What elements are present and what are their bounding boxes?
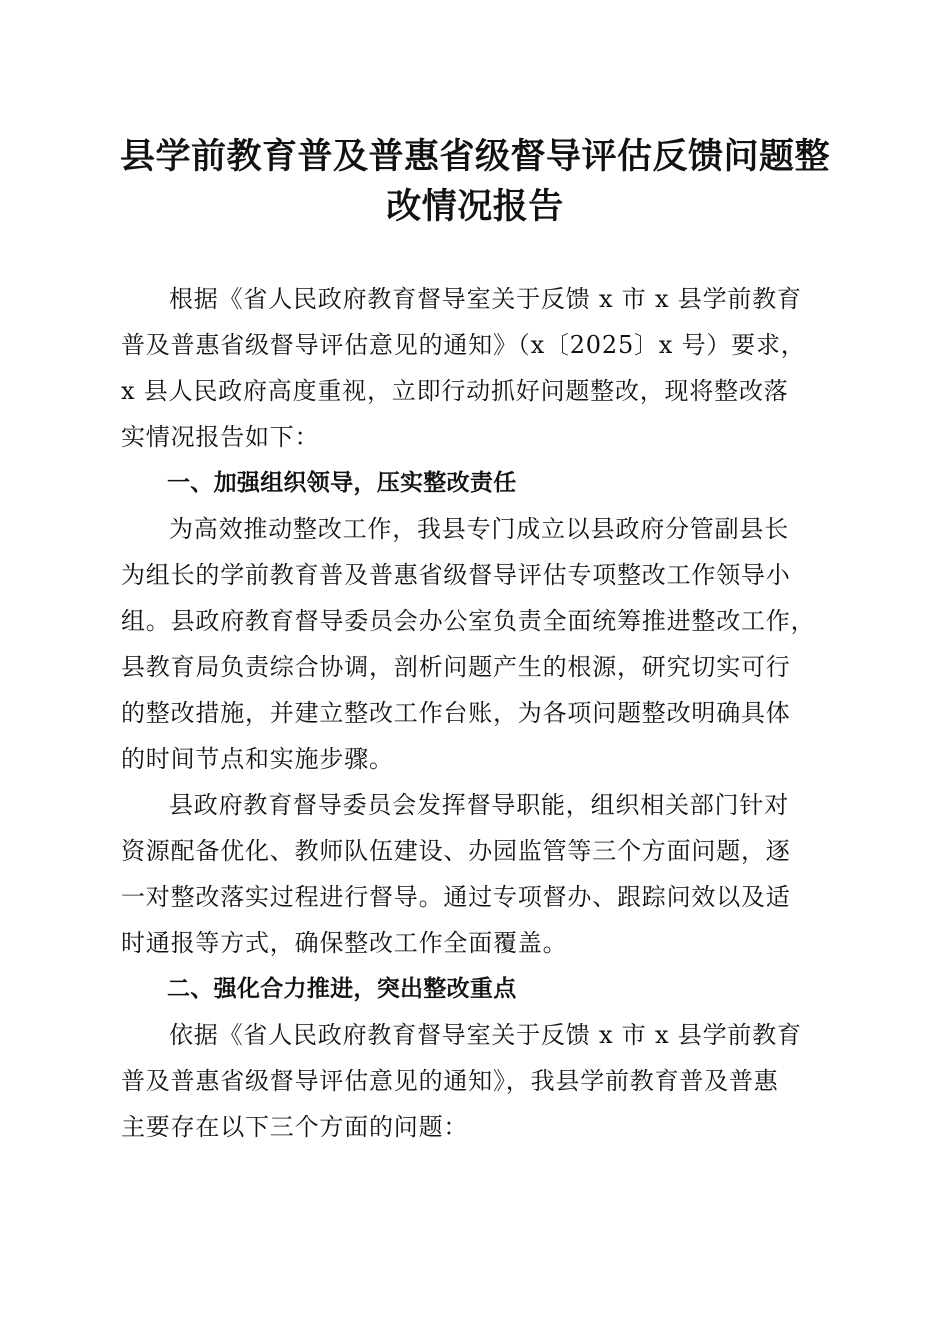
text-line: 的时间节点和实施步骤。 (121, 745, 394, 773)
section-heading: 二、强化合力推进，突出整改重点 (167, 976, 517, 1002)
text-line: 主要存在以下三个方面的问题： (121, 1113, 469, 1141)
text-line: 的整改措施，并建立整改工作台账，为各项问题整改明确具体 (121, 699, 791, 727)
paragraph (121, 782, 827, 966)
document-body (121, 276, 827, 1150)
text-line: 县教育局负责综合协调，剖析问题产生的根源，研究切实可行 (121, 653, 791, 681)
text-line: 为高效推动整改工作，我县专门成立以县政府分管副县长 (169, 515, 789, 543)
title-line: 改情况报告 (386, 186, 564, 227)
title-line: 县学前教育普及普惠省级督导评估反馈问题整 (119, 136, 830, 177)
text-line: 时通报等方式，确保整改工作全面覆盖。 (121, 929, 568, 957)
text-line: 实情况报告如下： (121, 423, 320, 451)
paragraph (121, 506, 827, 782)
text-line: 资源配备优化、教师队伍建设、办园监管等三个方面问题，逐 (121, 837, 791, 865)
document-title (100, 132, 850, 232)
section-heading: 一、加强组织领导，压实整改责任 (167, 470, 517, 496)
text-line: 普及普惠省级督导评估意见的通知》（x〔2025〕x 号）要求， (121, 331, 806, 359)
text-line: 一对整改落实过程进行督导。通过专项督办、跟踪问效以及适 (121, 883, 791, 911)
text-line: 根据《省人民政府教育督导室关于反馈 x 市 x 县学前教育 (169, 285, 802, 313)
text-line: 依据《省人民政府教育督导室关于反馈 x 市 x 县学前教育 (169, 1021, 802, 1049)
text-line: 普及普惠省级督导评估意见的通知》，我县学前教育普及普惠 (121, 1067, 779, 1095)
text-line: 县政府教育督导委员会发挥督导职能，组织相关部门针对 (169, 791, 789, 819)
paragraph-intro (121, 276, 827, 460)
text-line: x 县人民政府高度重视，立即行动抓好问题整改，现将整改落 (121, 377, 789, 405)
text-line: 组。县政府教育督导委员会办公室负责全面统筹推进整改工作， (121, 607, 816, 635)
paragraph (121, 1012, 827, 1150)
text-line: 为组长的学前教育普及普惠省级督导评估专项整改工作领导小 (121, 561, 791, 589)
